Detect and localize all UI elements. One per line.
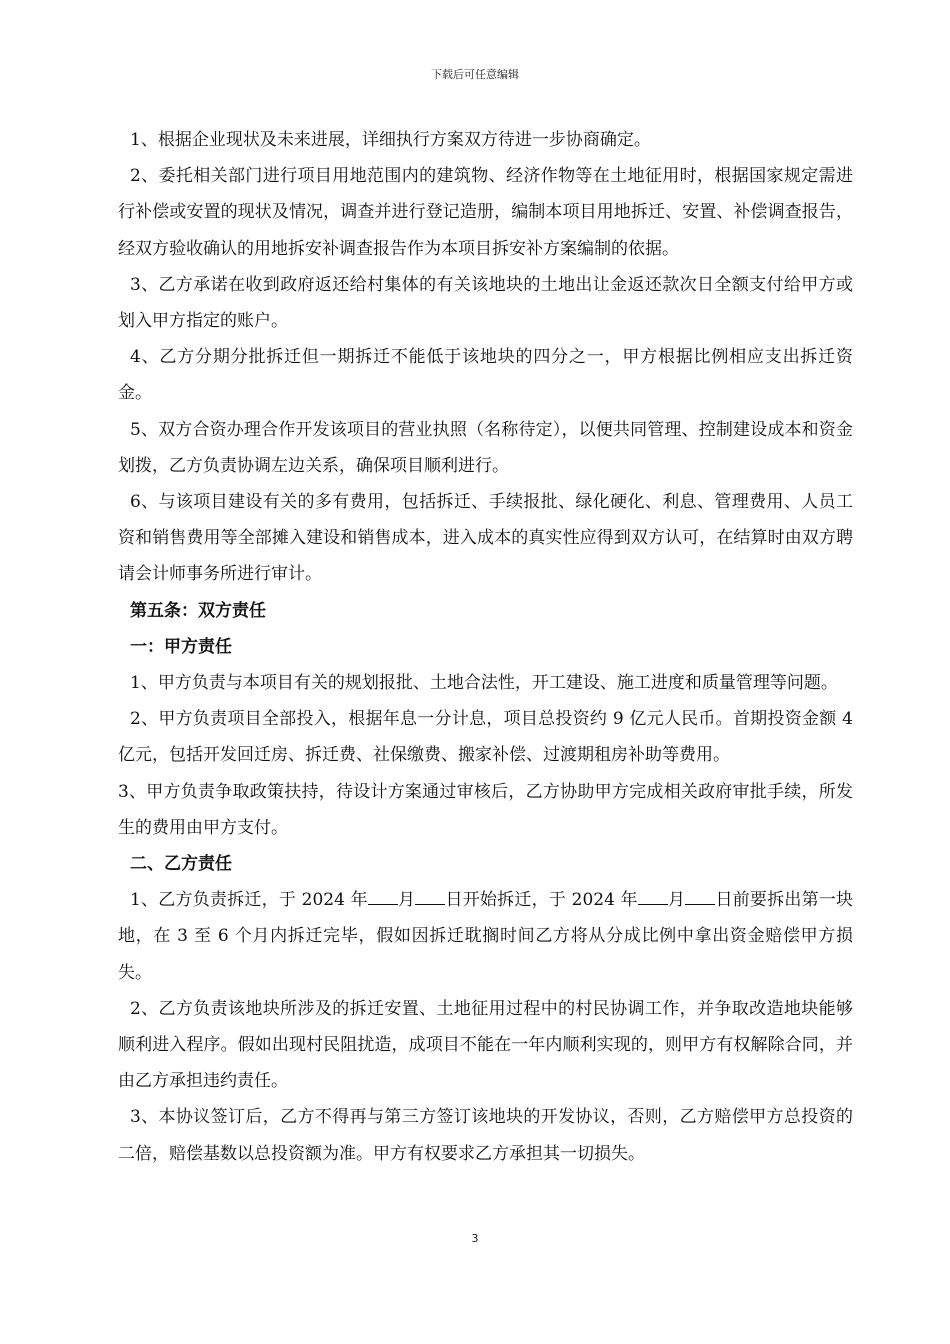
paragraph: 2、乙方负责该地块所涉及的拆迁安置、土地征用过程中的村民协调工作，并争取改造地块能够顺利进入程序。假如出现村民阻扰造，成项目不能在一年内顺利实现的，则甲方有权解除合同，并由乙方承担违约责任。	[118, 998, 853, 1092]
paragraph-with-blanks	[118, 882, 853, 991]
document-body	[118, 122, 853, 1172]
page-number: 3	[471, 1232, 479, 1245]
paragraph: 5、双方合资办理合作开发该项目的营业执照（名称待定），以便共同管理、控制建设成本和资金划拨，乙方负责协调左边关系，确保项目顺利进行。	[118, 419, 853, 476]
paragraph: 2、甲方负责项目全部投入，根据年息一分计息，项目总投资约 9 亿元人民币。首期投资金额 4 亿元，包括开发回迁房、拆迁费、社保缴费、搬家补偿、过渡期租房补助等费用。	[118, 709, 853, 766]
header-note: 下载后可任意编辑	[431, 68, 519, 81]
paragraph: 1、甲方负责与本项目有关的规划报批、土地合法性，开工建设、施工进度和质量管理等问题。	[130, 673, 838, 694]
text-run: 1、乙方负责拆迁，于 2024 年	[130, 890, 368, 911]
paragraph: 3、乙方承诺在收到政府返还给村集体的有关该地块的土地出让金返还款次日全额支付给甲方或划入甲方指定的账户。	[118, 274, 853, 332]
text-run: 日前要拆出第一块地，在 3 至 6 个月内拆迁完毕，假如因拆迁耽搁时间乙方将从分成比例中拿出资金赔偿甲方损失。	[118, 890, 854, 983]
date-blank	[685, 890, 715, 905]
party-b-heading: 二、乙方责任	[130, 854, 232, 875]
paragraph: 6、与该项目建设有关的多有费用，包括拆迁、手续报批、绿化硬化、利息、管理费用、人员工资和销售费用等全部摊入建设和销售成本，进入成本的真实性应得到双方认可，在结算时由双方聘请会计师事务所进行审计。	[118, 492, 853, 585]
paragraph: 2、委托相关部门进行项目用地范围内的建筑物、经济作物等在土地征用时，根据国家规定需进行补偿或安置的现状及情况，调查并进行登记造册，编制本项目用地拆迁、安置、补偿调查报告，经双方验收确认的用地拆安补调查报告作为本项目拆安补方案编制的依据。	[118, 166, 853, 259]
date-blank	[368, 890, 398, 905]
text-run: 日开始拆迁，于 2024 年	[445, 890, 638, 911]
paragraph: 1、根据企业现状及未来进展，详细执行方案双方待进一步协商确定。	[130, 130, 651, 150]
paragraph: 4、乙方分期分批拆迁但一期拆迁不能低于该地块的四分之一，甲方根据比例相应支出拆迁资金。	[118, 347, 853, 404]
article-heading: 第五条：双方责任	[130, 600, 266, 621]
paragraph: 3、本协议签订后，乙方不得再与第三方签订该地块的开发协议，否则，乙方赔偿甲方总投资的二倍，赔偿基数以总投资额为准。甲方有权要求乙方承担其一切损失。	[118, 1107, 853, 1164]
date-blank	[415, 890, 445, 905]
paragraph: 3、甲方负责争取政策扶持，待设计方案通过审核后，乙方协助甲方完成相关政府审批手续，所发生的费用由甲方支付。	[118, 781, 853, 838]
text-run: 月	[667, 890, 686, 911]
text-run: 月	[397, 890, 416, 911]
party-a-heading: 一：甲方责任	[130, 636, 232, 657]
date-blank	[638, 890, 668, 905]
